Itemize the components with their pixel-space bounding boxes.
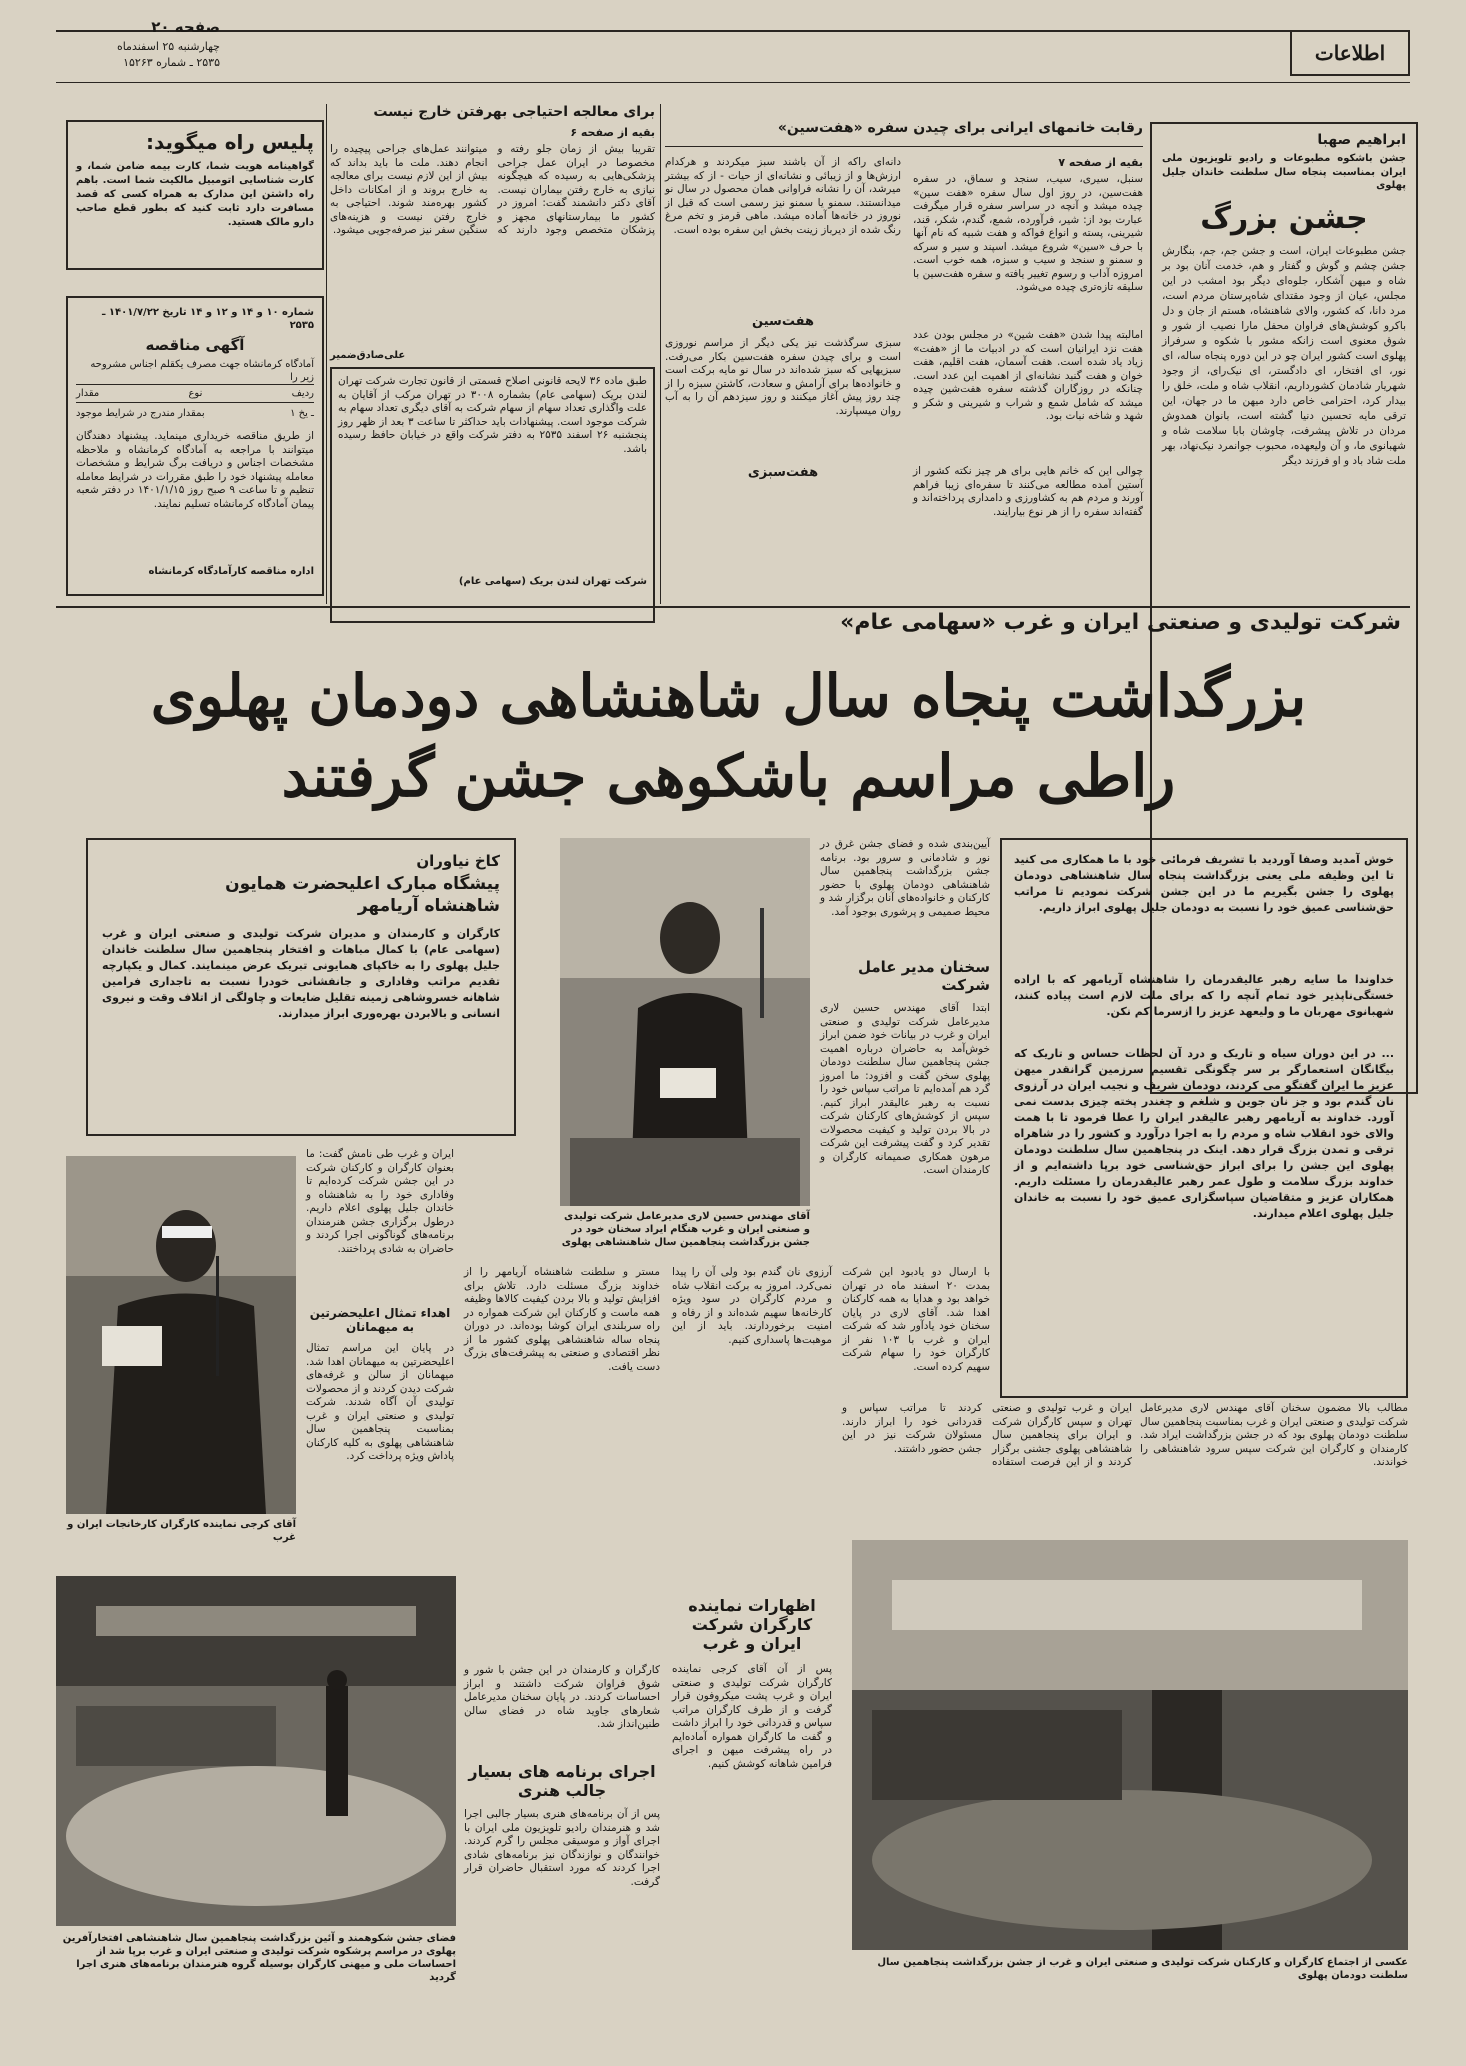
hall-photo-left-art [56,1576,456,1926]
haftsin-body-3: امالبته پیدا شدن «هفت شین» در مجلس بودن عدد هفت نزد ایرانیان است که در ادبیات ما از «هفت‌» زیاد یاد شده است. هفت آسمان، هفت اقلیم، هفت خوان و هفت گنبد نشانه‌ای از اهمیت این عدد است. چنانکه در روزگاران گذشته سفره هفت‌شین چیده میشد که شامل شمع و شراب و شیرینی و شکر و شهد و شاخه نبات بود. [913,329,1143,422]
lower-col-d-body: با ارسال دو یادبود این شرکت بمدت ۲۰ اسفند ماه در تهران خواهد بود و هدایا به همه کارکنان اهدا شد. آقای لاری در پایان سخنان خود یادآور شد که شرکت ایران و غرب با ۱۰۳ نفر از کارگران خود را سهام شرکت سهیم کرده است. [842,1266,990,1373]
company-notice-body: طبق ماده ۳۶ لایحه قانونی اصلاح قسمتی از قانون تجارت شرکت تهران لندن بریک (سهامی عام) بشماره ۳۰۰۸ در تهران مرکب از آقایان به علت واگذاری تعداد سهام از سهام شرکت به آقای دیگری تعداد سهام به شرکت موجود است. پیشنهادات باید حداکثر تا ساعت ۳ بعد از ظهر روز پنجشنبه ۲۶ اسفند ۲۵۳۵ به دفتر شرکت واقع در خیابان حافظ رسیده باشد. [338,375,647,455]
company-notice [330,367,655,623]
tender-row-desc: بمقدار مندرج در شرایط موجود [76,408,205,419]
niavaran-box [86,838,516,1136]
police-body: گواهینامه هویت شما، کارت بیمه ضامن شما، و کارت شناسایی اتومبیل مالکیت شما است. باهم راه داشتن این مدارک به همراه کسی که قصد مسافرت دارد ثابت کنید که بطور قطع صاحب دارو مالک هستید. [76,161,314,228]
lower-col-f-body: مطالب بالا مضمون سخنان آقای مهندس لاری مدیرعامل شرکت تولیدی و صنعتی ایران و غرب بمناسبت پنجاهمین سال سلطنت دودمان پهلوی بود که در جشن بزرگداشت ایراد شد. کارمندان و کارگران این شرکت سپس سرود شاهنشاهی را خواندند. [1140,1402,1408,1468]
lower-col-b-subhead: اجرای برنامه های بسیار جالب هنری [468,1762,656,1800]
lower-col-b-body-2: کارگران و کارمندان در این جشن با شور و شوق فراوان شرکت داشتند و ابراز احساسات کردند. در پایان سخنان مدیرعامل شعارهای جاوید شاه در فضای سالن طنین‌انداز شد. [464,1664,660,1730]
tender-table-header [76,384,314,403]
lower-col-b [464,1266,660,2066]
poem-title: جشن بزرگ [1200,200,1368,236]
tender-table-row [76,408,314,419]
tender-row-label: ۱ ـ یخ [290,408,314,419]
hall-caption-right: عکسی از اجتماع کارگران و کارکنان شرکت تولیدی و صنعتی ایران و غرب از جشن بزرگداشت پنجاهمین سال سلطنت دودمان پهلوی [877,1957,1408,1981]
logo-text: اطلاعات [1314,41,1386,65]
poem-intro: جشن باشکوه مطبوعات و رادیو تلویزیون ملی ایران بمناسبت پنجاه سال سلطنت خاندان جلیل پهلوی [1162,153,1406,191]
welcome-body-2: خداوندا ما سایه رهبر عالیقدرمان را شاهنشاه آریامهر که با اراده خستگی‌ناپذیر خود تمام آنچه را که برای ملت لازم است پیاده کنند، شهبانوی مهربان ما و ولیعهد عزیز را ازسرما کم نکن. [1014,973,1394,1018]
haftsin-title: رقابت خانمهای ایرانی برای چیدن سفره «هفت‌سین» [777,120,1143,136]
section-rule [56,606,1410,608]
haftsin-continued: بقیه از صفحه ۷ [1058,156,1143,169]
haftsin-article [665,120,1143,620]
treatment-signature: علی‌صادق‌ضمیر [330,350,406,361]
speaker-caption: آقای مهندس حسین لاری مدیرعامل شرکت تولیدی و صنعتی ایران و غرب هنگام ایراد سخنان خود در جشن بزرگداشت پنجاهمین سال شاهنشاهی پهلوی [561,1211,810,1248]
haftsin-body-2: دانه‌ای راکه از آن باشند سبز میکردند و هرکدام ارزش‌ها و از زیبائی و نشانه‌ای از حیات - از که بیشتر میرشد، آن را نشانه فراوانی همان محصول در سال نو میدانستند. سمنو یا سمنو نیز رسمی است که قبل از نوروز در خانه‌ها آماده میشد. ماهی قرمز و تخم مرغ رنگ شده از دیرباز زینت بخش این سفره بوده است. [665,156,901,236]
issue-line: ۲۵۳۵ ـ شماره ۱۵۲۶۳ [123,56,220,69]
treatment-article [330,104,655,624]
hall-caption-left: فضای جشن شکوهمند و آئین بزرگداشت پنجاهمین سال شاهنشاهی افتخارآفرین پهلوی در مراسم پرشکوه شرکت تولیدی و صنعتی ایران و غرب برپا شد از احساسات ملی و میهنی کارگران بوسیله گروه هنرمندان برنامه‌های هنری اجرا گردید [62,1933,456,1983]
lower-col-e-body: ایران و غرب تولیدی و صنعتی تهران و سپس کارگران شرکت و ایران برای پنجاهمین سال شاهنشاهی پهلوی جشنی برگزار کردند و از این فرصت استفاده کردند تا مراتب سپاس و قدردانی خود را ابراز دارند. مسئولان شرکت نیز در این جشن حضور داشتند. [842,1402,1132,1468]
col-rule-2 [326,104,327,604]
lower-col-a-body-2: در پایان این مراسم تمثال اعلیحضرتین به میهمانان اهدا شد. میهمانان از سالن و غرفه‌های شرکت دیدن کردند و از محصولات تولیدی آن آگاه شدند. شرکت تولیدی و صنعتی ایران و غرب بمناسبت پنجاهمین سال شاهنشاهی پهلوی به کلیه کارکنان پاداش ویژه پرداخت کرد. [306,1342,454,1462]
top-rule [56,30,1410,32]
tender-col-qty: مقدار [76,388,100,399]
lower-col-a-subhead: اهداء تمثال اعلیحضرتین به میهمانان [309,1306,451,1334]
treatment-title: برای معالجه احتیاجی بهرفتن خارج نیست [373,104,655,120]
main-headline-1: بزرگداشت پنجاه سال شاهنشاهی دودمان پهلوی [150,662,1307,730]
karaji-photo-art [66,1156,296,1514]
ceremony-body: آیین‌بندی شده و فضای جشن غرق در نور و شادمانی و سرور بود. برنامه جشن بزرگداشت پنجاهمین سال شاهنشاهی دودمان پهلوی با حضور کارکنان و خانواده‌های آنان برگزار شد و محیط صمیمی و پرشوری بوجود آمد. [820,838,990,918]
haftsin-col-left [665,156,901,488]
poem-author: ابراهیم صهبا [1317,132,1406,148]
lower-col-b-body-3: پس از آن برنامه‌های هنری بسیار جالبی اجرا شد و هنرمندان رادیو تلویزیون ملی ایران با اجرای آواز و موسیقی مجلس را گرم کردند. خوانندگان و نوازندگان نیز برنامه‌های شادی اجرا کردند که مورد استقبال حاضران قرار گرفت. [464,1808,660,1888]
welcome-body-1: خوش آمدید وصفا آوردید با تشریف فرمائی خود با ما همکاری می کنید تا این وظیفه ملی یعنی بزرگداشت پنجاه سال شاهنشاهی دودمان پهلوی را جشن بگیریم ما در این جشن شرکت نمودیم تا مراتب حق‌شناسی عمیق خود را نسبت به دودمان جلیل پهلوی ابراز داریم. [1014,853,1394,914]
hall-photo-right [852,1540,1408,1950]
lower-col-c [672,1266,832,2026]
speaker-photo-art [560,838,810,1206]
treatment-body: تقریبا بیش از زمان جلو رفته و مخصوصا در ایران عمل جراحی پزشکی‌هایی به رسیده که هیچگونه نیازی به خارج رفتن بیماران نیست. آقای دکتر دانشمند گفت: امروز در کشور ما بیمارستانهای مجهز و پزشکان متخصص وجود دارند که میتوانند عمل‌های جراحی پیچیده را انجام دهند. ملت ما باید بداند که بیش از این لازم نیست برای معالجه به خارج بروند و از امکانات داخل کشور بهره‌مند شوند. احتیاجی به خارج رفتن نیست و هزینه‌های سنگین سفر نیز صرفه‌جویی میشود. [330,143,655,236]
poem-body: جشن مطبوعات ایران، است و جشن جم، جم، بنگارش جشن چشم و گوش و گفتار و هم، خدمت آنان بود بر شاه و میهن آشکار، جلوه‌ای دیگر بود امشب در این مجلس، عیان از وجود مقتدای شاه‌پرستان مردم است، مرد دانا، که کشور، والای شاهنشاه، هستم از جان و دل باکرو کوشش‌های فراوان محفل مارا نصیب از شور و شوق معنوی است زانکه مشور با شکوه و سرفراز پهلوی است کشور ایران چو در این دوره پنجاه ساله، ای نور، ای افتخار، ای دادگستر، ای نیک‌رای، از وجود شهریار شادمان کشورداریم، انقلاب شاه و ملت، خلق را بیدار کرد، احترامی خاص دارد میهن ما در جهان، این ترقی مایه تحسین دنیا گشته است، بانوان همدوش مردان در تلاش پیشرفت، چاوشان بابا سلامت شاه و شهبانوی ما، و آن ولیعهده، محبوب جوانمرد نیک‌نهاد، بهر ملت شاد باد و او فرزند دیگر [1162,244,1406,467]
company-notice-sign: شرکت تهران لندن بریک (سهامی عام) [458,576,647,587]
tender-col-row: ردیف [291,388,314,399]
lower-col-e [842,1402,1132,1532]
niavaran-title-1: کاخ نیاوران [416,852,500,870]
welcome-body-3: ... در این دوران سیاه و تاریک و درد آن لحظات حساس و تاریک که بیگانگان استعمارگر بر سر چگونگی تقسیم سرزمین گرانقدر میهن عزیز ما ایران گفتگو می کردند، دودمان شریف و نجیب ایران در آرزوی نان گندم بود و جز نان جوین و شلغم و چغندر پخته چیزی بدست نمی آورد. خداوند به آریامهر رهبر عالیقدر ایران را عطا فرمود تا با همت والای خود انقلاب شاه و مردم را به اجرا درآورد و کشور را در شاهراه ترقی و تمدن بزرگ قرار دهد. اینک در پنجاهمین سال سلطنت دودمان پهلوی این جشن را برای ابراز حق‌شناسی خود برپا داشته‌ایم و از خداوند بزرگ سلامت و طول عمر رهبر عالیقدرمان را مسئلت داریم. همکاران عزیز و متقاضیان سپاسگزاری عمیق خود را نسبت به خاندان جلیل پهلوی اعلام میدارند. [1014,1047,1394,1220]
speaker-photo [560,838,810,1206]
haftsin-body-1: سنبل، سیری، سیب، سنجد و سماق، در سفره هفت‌سین، در روز اول سال سفره «هفت سین» چیده میشد و آنچه در سراسر سفره قرار میگرفت عبارت بود از: شیر، فرآورده، شمع، گندم، شکر، قند، شیرینی، پسته و انواع فواکه و هفت شبیه که نام آنها با حرف «سین» شروع میشد. اسپند و سیر و سرکه و سمنو و سنجد و سیب و سبزه، همه خوب است. امروزه آداب و رسوم تغییر یافته و سفره هفت‌سین با سلیقه تازه‌تری چیده می‌شود. [913,173,1143,293]
newspaper-logo [1290,30,1410,76]
ceremony-body-2: ابتدا آقای مهندس حسین لاری مدیرعامل شرکت تولیدی و صنعتی ایران و غرب در بیانات خود ضمن ابراز خوش‌آمد به حاضران درباره اهمیت جشن پنجاهمین سال سلطنت دودمان پهلوی سخن گفت و افزود: ما امروز گرد هم آمده‌ایم تا مراتب سپاس خود را نسبت به رهبر عالیقدر ابراز کنیم. سپس از کوشش‌های کارکنان شرکت در بالا بردن تولید و کیفیت محصولات تقدیر کرد و گفت پیشرفت این شرکت مرهون همکاری صمیمانه کارگران و کارمندان است. [820,1002,990,1176]
tender-subtitle: آمادگاه کرمانشاه جهت مصرف یکقلم اجناس مشروحه زیر را [90,359,314,383]
lower-col-b-body: مستر و سلطنت شاهنشاه آریامهر را از خداوند بزرگ مسئلت دارد. تلاش برای افزایش تولید و بالا بردن کیفیت کالاها وظیفه همه ماست و کارکنان این شرکت همواره در راه سربلندی ایران کوشا بوده‌اند. در دوران پنجاه ساله شاهنشاهی پهلوی کشور ما از نظر اقتصادی و صنعتی به پیشرفت‌های بزرگ دست یافت. [464,1266,660,1373]
lower-col-f [1140,1402,1408,1532]
tender-col-type: نوع [188,388,203,399]
welcome-box [1000,838,1408,1398]
masthead-rule [56,82,1410,83]
haftsin-body-5: چوالی این که خانم هایی برای هر چیز نکته کشور از آستین آمده مطالعه می‌کنند تا سفره‌ای زیبا فراهم آورند و مردم هم به کشاورزی و دامداری پرداخته‌اند و گفته‌اند سفره را از هر نوع بیارایند. [913,465,1143,518]
lower-col-a-body: ایران و غرب طی نامش گفت: ما بعنوان کارگران و کارکنان شرکت در این جشن شرکت کرده‌ایم تا وفاداری خود را به شاهنشاه و خاندان جلیل پهلوی اعلام داریم. درطول برگزاری جشن هنرمندان برنامه‌های گوناگونی اجرا کردند و حاضران به شادی پرداختند. [306,1148,454,1255]
haftsin-col-right [913,156,1143,595]
main-kicker: شرکت تولیدی و صنعتی ایران و غرب «سهامی عام» [840,610,1401,635]
tender-title: آگهی مناقصه [145,336,245,354]
niavaran-title-2: پیشگاه مبارک اعلیحضرت همایون [225,874,500,894]
lower-col-c-body: آرزوی نان گندم بود ولی آن را پیدا نمی‌کرد. امروز به برکت انقلاب شاه و مردم کارگران در سود ویژه کارخانه‌ها سهیم شده‌اند و از رفاه و امنیت برخوردارند. باید از این موهبت‌ها پاسداری کنیم. [672,1266,832,1346]
page-number: صفحه ۲۰ [151,18,220,36]
police-title: پلیس راه میگوید: [146,130,314,154]
main-headline-2: راطی مراسم باشکوهی جشن گرفتند [281,742,1176,810]
treatment-continued: بقیه از صفحه ۶ [570,126,655,139]
haftsin-rule [665,146,1143,147]
col-rule-1 [660,104,661,604]
lower-col-a [306,1148,454,1548]
ceremony-subhead: سخنان مدیر عامل شرکت [857,958,990,994]
karaji-caption: آقای کرجی نماینده کارگران کارخانجات ایران و غرب [67,1519,296,1543]
date-line: چهارشنبه ۲۵ اسفندماه [116,40,220,53]
lower-col-c-body-2: پس از آن آقای کرجی نماینده کارگران شرکت تولیدی و صنعتی ایران و غرب پشت میکروفون قرار گرفت و از طرف کارگران مراتب سپاس و قدردانی خود را ابراز داشت و گفت ما کارگران همواره آماده‌ایم در راه پیشرفت میهن و اجرای فرامین شاهانه کوشش کنیم. [672,1663,832,1770]
lower-col-d [842,1266,990,1396]
lower-col-c-subhead: اظهارات نماینده کارگران شرکت ایران و غرب [688,1596,816,1653]
police-box [66,120,324,270]
haftsin-subhead-1: هفت‌سین [752,314,814,329]
karaji-photo [66,1156,296,1514]
tender-sign: اداره مناقصه کارآمادگاه کرمانشاه [148,566,314,577]
tender-issue: شماره ۱۰ و ۱۴ و ۱۲ و ۱۴ تاریخ ۱۴۰۱/۷/۲۲ ـ ۲۵۳۵ [101,307,314,331]
tender-body: از طریق مناقصه خریداری مینماید. پیشنهاد دهندگان میتوانند با مراجعه به آمادگاه کرمانشاه و ملاحظه مشخصات اجناس و دریافت برگ شرایط و مشخصات معامله پیشنهاد خود را طبق مقررات در شرایط معامله تنظیم و تا ساعت ۹ صبح روز ۱۴۰۱/۱/۱۵ در دفتر شعبه پیمان آمادگاه کرمانشاه تسلیم نمایند. [76,430,315,510]
hall-photo-left [56,1576,456,1926]
niavaran-title-3: شاهنشاه آریامهر [357,896,500,916]
haftsin-body-4: سبزی سرگذشت نیز یکی دیگر از مراسم نوروزی است و برای چیدن سفره هفت‌سین بکار می‌رفت. سبزیهایی که سبز شده‌اند در سال نو مایه برکت است و خانواده‌ها برای آرامش و سعادت، کاشتن سبزه را از چند روز پیش آغاز میکنند و روز سیزدهم آن را به آب روان میسپارند. [665,337,901,417]
tender-box [66,296,324,596]
hall-photo-right-art [852,1540,1408,1950]
niavaran-body: کارگران و کارمندان و مدیران شرکت تولیدی و صنعتی ایران و غرب (سهامی عام) با کمال مباهات و افتخار پنجاهمین سال سلطنت خاندان جلیل پهلوی را به خاکپای همایونی تبریک عرض مینمایند. کمال و یکپارچه تقدیم مراتب وفاداری و جانفشانی خودرا نسبت به تاجداری فرامین شاهانه خسروشاهی زمینه تقلیل ضایعات و چاولگی از اتلاف وقت و نیروی انسانی و بالابردن بهره‌وری ابراز میدارند. [102,927,500,1020]
ceremony-column [820,838,990,1238]
haftsin-subhead-2: هفت‌سبزی [747,465,819,480]
